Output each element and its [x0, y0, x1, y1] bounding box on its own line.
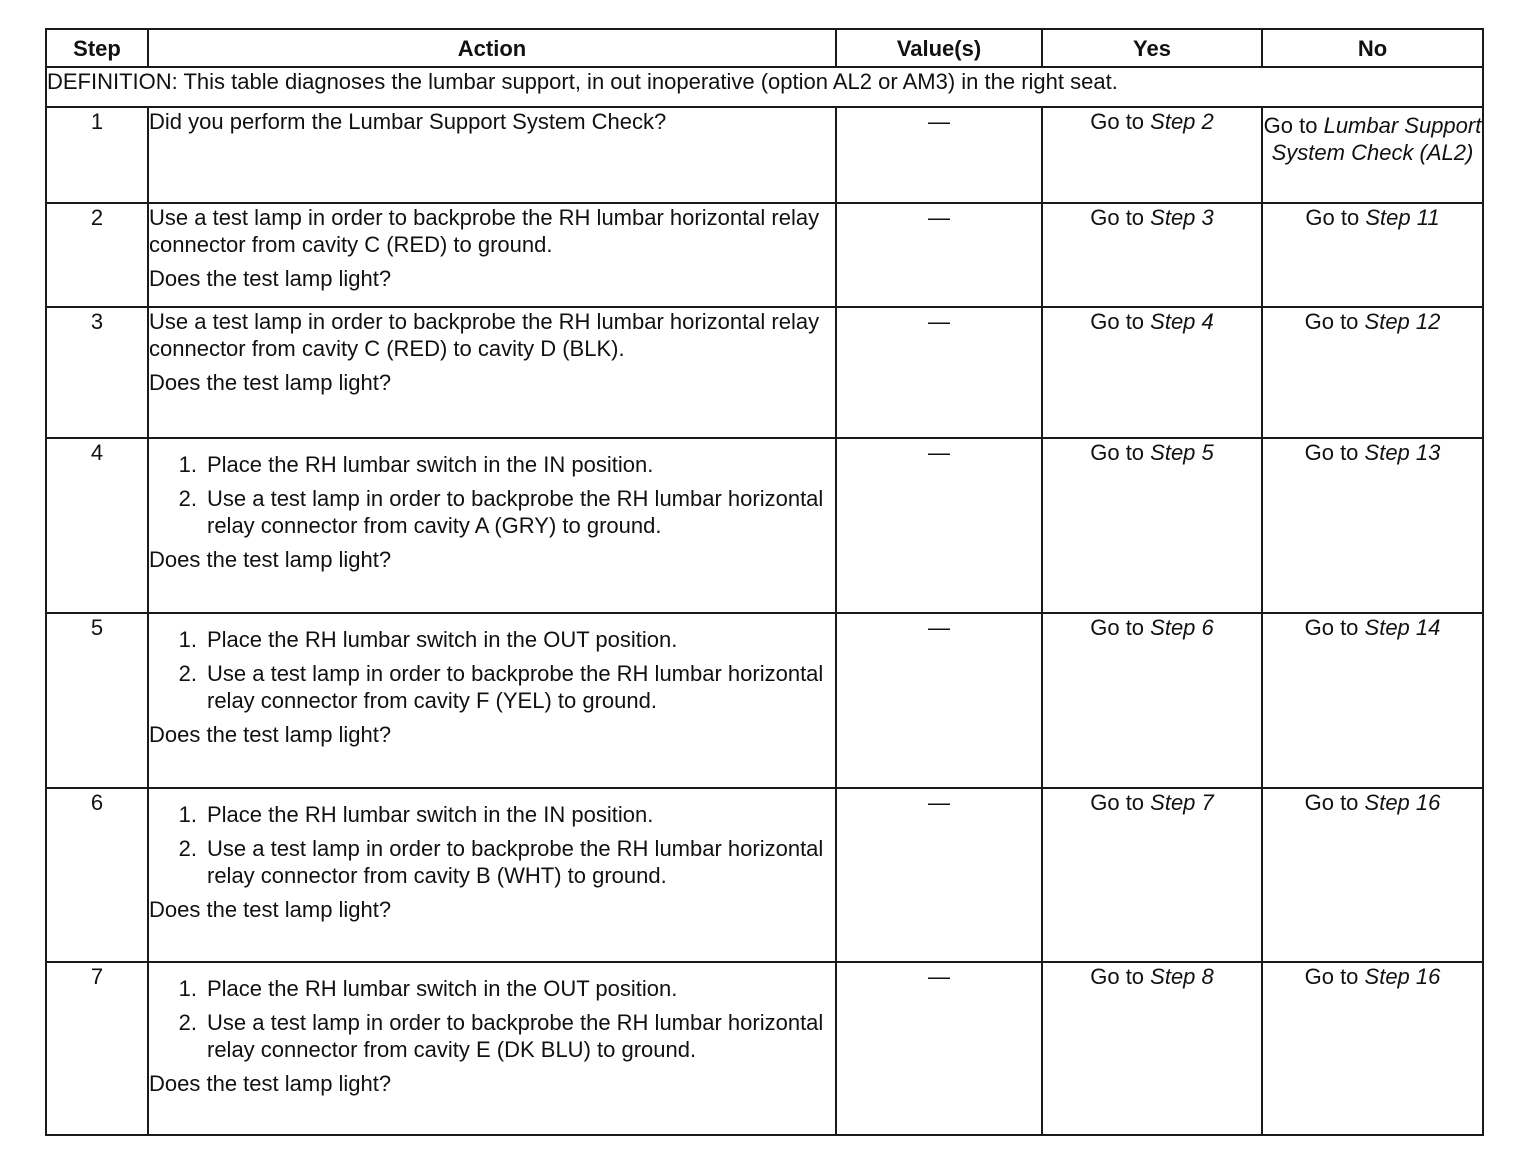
substep-list — [149, 801, 835, 889]
substep-number: 2. — [178, 836, 197, 861]
substep-number: 2. — [178, 661, 197, 686]
list-item — [149, 485, 835, 539]
value-cell: — — [836, 962, 1042, 1135]
yes-target-link[interactable]: Step 8 — [1150, 964, 1214, 989]
table-row — [46, 962, 1483, 1135]
header-row — [46, 29, 1483, 67]
list-item — [149, 835, 835, 889]
action-text: Use a test lamp in order to backprobe the RH lumbar horizontal relay connector from cavity C (RED) to ground. — [149, 205, 820, 257]
no-target-link[interactable]: Lumbar Support System Check (AL2) — [1271, 113, 1482, 165]
table-row — [46, 203, 1483, 307]
header-no: No — [1262, 29, 1483, 67]
yes-target-link[interactable]: Step 5 — [1150, 440, 1214, 465]
action-text: Use a test lamp in order to backprobe the RH lumbar horizontal relay connector from cavity C (RED) to cavity D (BLK). — [149, 309, 820, 361]
no-prefix: Go to — [1304, 964, 1365, 989]
substep-number: 1. — [178, 627, 197, 652]
yes-prefix: Go to — [1090, 309, 1151, 334]
no-prefix: Go to — [1263, 113, 1324, 138]
yes-cell — [1042, 438, 1262, 613]
substep-list — [149, 626, 835, 714]
definition-text: DEFINITION: This table diagnoses the lumbar support, in out inoperative (option AL2 or AM3) in the right seat. — [46, 67, 1483, 107]
no-target-link[interactable]: Step 16 — [1364, 790, 1441, 815]
list-item — [149, 975, 835, 1002]
step-number: 4 — [46, 438, 148, 613]
table-row — [46, 788, 1483, 962]
header-values: Value(s) — [836, 29, 1042, 67]
yes-cell — [1042, 962, 1262, 1135]
yes-target-link[interactable]: Step 7 — [1150, 790, 1214, 815]
no-cell — [1262, 962, 1483, 1135]
no-prefix: Go to — [1304, 790, 1365, 815]
substep-text: Use a test lamp in order to backprobe the RH lumbar horizontal relay connector from cavity B (WHT) to ground. — [207, 836, 824, 888]
no-prefix: Go to — [1304, 309, 1365, 334]
action-cell — [148, 203, 836, 307]
action-cell — [148, 788, 836, 962]
list-item — [149, 626, 835, 653]
no-target-link[interactable]: Step 12 — [1364, 309, 1441, 334]
yes-prefix: Go to — [1090, 109, 1151, 134]
yes-target-link[interactable]: Step 3 — [1150, 205, 1214, 230]
table-row — [46, 613, 1483, 788]
action-cell — [148, 438, 836, 613]
action-question: Does the test lamp light? — [149, 722, 392, 747]
step-number: 6 — [46, 788, 148, 962]
no-cell — [1262, 438, 1483, 613]
step-number: 1 — [46, 107, 148, 203]
substep-text: Place the RH lumbar switch in the OUT position. — [207, 976, 678, 1001]
value-cell: — — [836, 307, 1042, 438]
definition-row — [46, 67, 1483, 107]
yes-target-link[interactable]: Step 2 — [1150, 109, 1214, 134]
no-cell — [1262, 788, 1483, 962]
action-text: Did you perform the Lumbar Support System Check? — [149, 109, 667, 134]
substep-number: 1. — [178, 802, 197, 827]
substep-text: Place the RH lumbar switch in the IN position. — [207, 802, 654, 827]
yes-prefix: Go to — [1090, 440, 1151, 465]
action-cell — [148, 962, 836, 1135]
header-action: Action — [148, 29, 836, 67]
step-number: 3 — [46, 307, 148, 438]
list-item — [149, 1009, 835, 1063]
value-cell: — — [836, 107, 1042, 203]
no-target-link[interactable]: Step 14 — [1364, 615, 1441, 640]
value-cell: — — [836, 613, 1042, 788]
yes-prefix: Go to — [1090, 615, 1151, 640]
substep-text: Place the RH lumbar switch in the IN position. — [207, 452, 654, 477]
step-number: 5 — [46, 613, 148, 788]
no-target-link[interactable]: Step 16 — [1364, 964, 1441, 989]
no-prefix: Go to — [1305, 205, 1366, 230]
header-yes: Yes — [1042, 29, 1262, 67]
yes-cell — [1042, 613, 1262, 788]
no-cell — [1262, 307, 1483, 438]
no-target-link[interactable]: Step 13 — [1364, 440, 1441, 465]
action-question: Does the test lamp light? — [149, 266, 392, 291]
substep-text: Use a test lamp in order to backprobe the RH lumbar horizontal relay connector from cavity A (GRY) to ground. — [207, 486, 824, 538]
substep-text: Place the RH lumbar switch in the OUT position. — [207, 627, 678, 652]
no-target-link[interactable]: Step 11 — [1365, 205, 1440, 230]
yes-cell — [1042, 203, 1262, 307]
substep-text: Use a test lamp in order to backprobe the RH lumbar horizontal relay connector from cavity E (DK BLU) to ground. — [207, 1010, 824, 1062]
value-cell: — — [836, 788, 1042, 962]
header-step: Step — [46, 29, 148, 67]
substep-number: 1. — [178, 452, 197, 477]
no-prefix: Go to — [1304, 615, 1365, 640]
yes-prefix: Go to — [1090, 205, 1151, 230]
substep-list — [149, 975, 835, 1063]
action-question: Does the test lamp light? — [149, 1071, 392, 1096]
table-row — [46, 307, 1483, 438]
table-row — [46, 438, 1483, 613]
yes-target-link[interactable]: Step 6 — [1150, 615, 1214, 640]
substep-number: 2. — [178, 1010, 197, 1035]
diagnostic-table — [45, 28, 1484, 1136]
yes-cell — [1042, 107, 1262, 203]
yes-cell — [1042, 307, 1262, 438]
action-question: Does the test lamp light? — [149, 547, 392, 572]
substep-number: 2. — [178, 486, 197, 511]
yes-cell — [1042, 788, 1262, 962]
no-prefix: Go to — [1304, 440, 1365, 465]
no-cell — [1262, 203, 1483, 307]
action-cell — [148, 107, 836, 203]
list-item — [149, 660, 835, 714]
action-question: Does the test lamp light? — [149, 370, 392, 395]
list-item — [149, 451, 835, 478]
list-item — [149, 801, 835, 828]
step-number: 7 — [46, 962, 148, 1135]
yes-prefix: Go to — [1090, 790, 1151, 815]
action-question: Does the test lamp light? — [149, 897, 392, 922]
action-cell — [148, 307, 836, 438]
yes-target-link[interactable]: Step 4 — [1150, 309, 1214, 334]
value-cell: — — [836, 438, 1042, 613]
substep-number: 1. — [178, 976, 197, 1001]
substep-text: Use a test lamp in order to backprobe the RH lumbar horizontal relay connector from cavity F (YEL) to ground. — [207, 661, 824, 713]
table-row — [46, 107, 1483, 203]
value-cell: — — [836, 203, 1042, 307]
substep-list — [149, 451, 835, 539]
no-cell — [1262, 107, 1483, 203]
no-cell — [1262, 613, 1483, 788]
yes-prefix: Go to — [1090, 964, 1151, 989]
step-number: 2 — [46, 203, 148, 307]
action-cell — [148, 613, 836, 788]
